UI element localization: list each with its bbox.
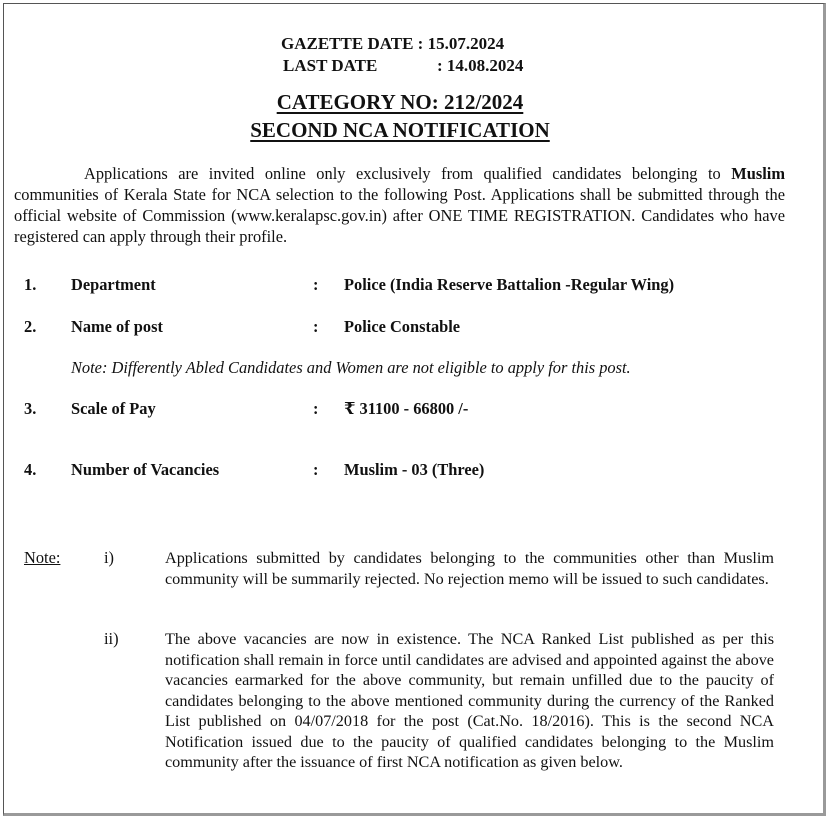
last-date-value: : 14.08.2024 (437, 56, 524, 75)
note-text: Applications submitted by candidates belonging to the communities other than Muslim community will be summarily rejected. No rejection memo will be issued to such candidates. (165, 549, 774, 588)
eligibility-note: Note: Differently Abled Candidates and Women are not eligible to apply for this post. (71, 358, 631, 377)
note-number: i) (104, 548, 115, 567)
item-value: Muslim - 03 (Three) (344, 460, 485, 479)
category-number: CATEGORY NO: 212/2024 (276, 90, 524, 114)
intro-text-1: Applications are invited online only exclusively from qualified candidates belonging to (84, 164, 732, 183)
gazette-date: GAZETTE DATE : 15.07.2024 (281, 34, 505, 53)
note-number: ii) (104, 629, 119, 648)
item-colon: : (313, 399, 319, 418)
item-label: Number of Vacancies (71, 460, 220, 479)
notification-title: SECOND NCA NOTIFICATION (250, 118, 550, 142)
intro-text-2: communities of Kerala State for NCA selection to the following Post. Applications shall be submitted through the official website of Commission (www.keralapsc.gov.in) after ONE TIME REGISTRATION. Candidates who have registered can apply through their profile. (14, 185, 785, 246)
item-value: Police (India Reserve Battalion -Regular Wing) (344, 275, 675, 294)
note-text: The above vacancies are now in existence. The NCA Ranked List published as per this notification shall remain in force until candidates are advised and appointed against the above vacancies earmarked for the above community, but remain unfilled due to the paucity of candidates belonging to the above mentioned community during the currency of the Ranked List published on 04/07/2018 for the post (Cat.No. 18/2016). This is the second NCA Notification issued due to the paucity of qualified candidates belonging to the Muslim community after the issuance of first NCA notification as given below. (165, 630, 774, 771)
intro-bold-community: Muslim (731, 164, 785, 183)
item-colon: : (313, 275, 319, 294)
notes-heading: Note: (24, 548, 61, 567)
item-number: 2. (24, 317, 37, 336)
item-value: Police Constable (344, 317, 461, 336)
item-number: 3. (24, 399, 37, 418)
item-label: Name of post (71, 317, 163, 336)
item-number: 4. (24, 460, 37, 479)
item-label: Scale of Pay (71, 399, 156, 418)
intro-paragraph (14, 163, 785, 247)
item-colon: : (313, 460, 319, 479)
item-label: Department (71, 275, 156, 294)
item-colon: : (313, 317, 319, 336)
item-value: ₹ 31100 - 66800 /- (344, 399, 469, 418)
last-date-label: LAST DATE (283, 56, 378, 75)
item-number: 1. (24, 275, 37, 294)
